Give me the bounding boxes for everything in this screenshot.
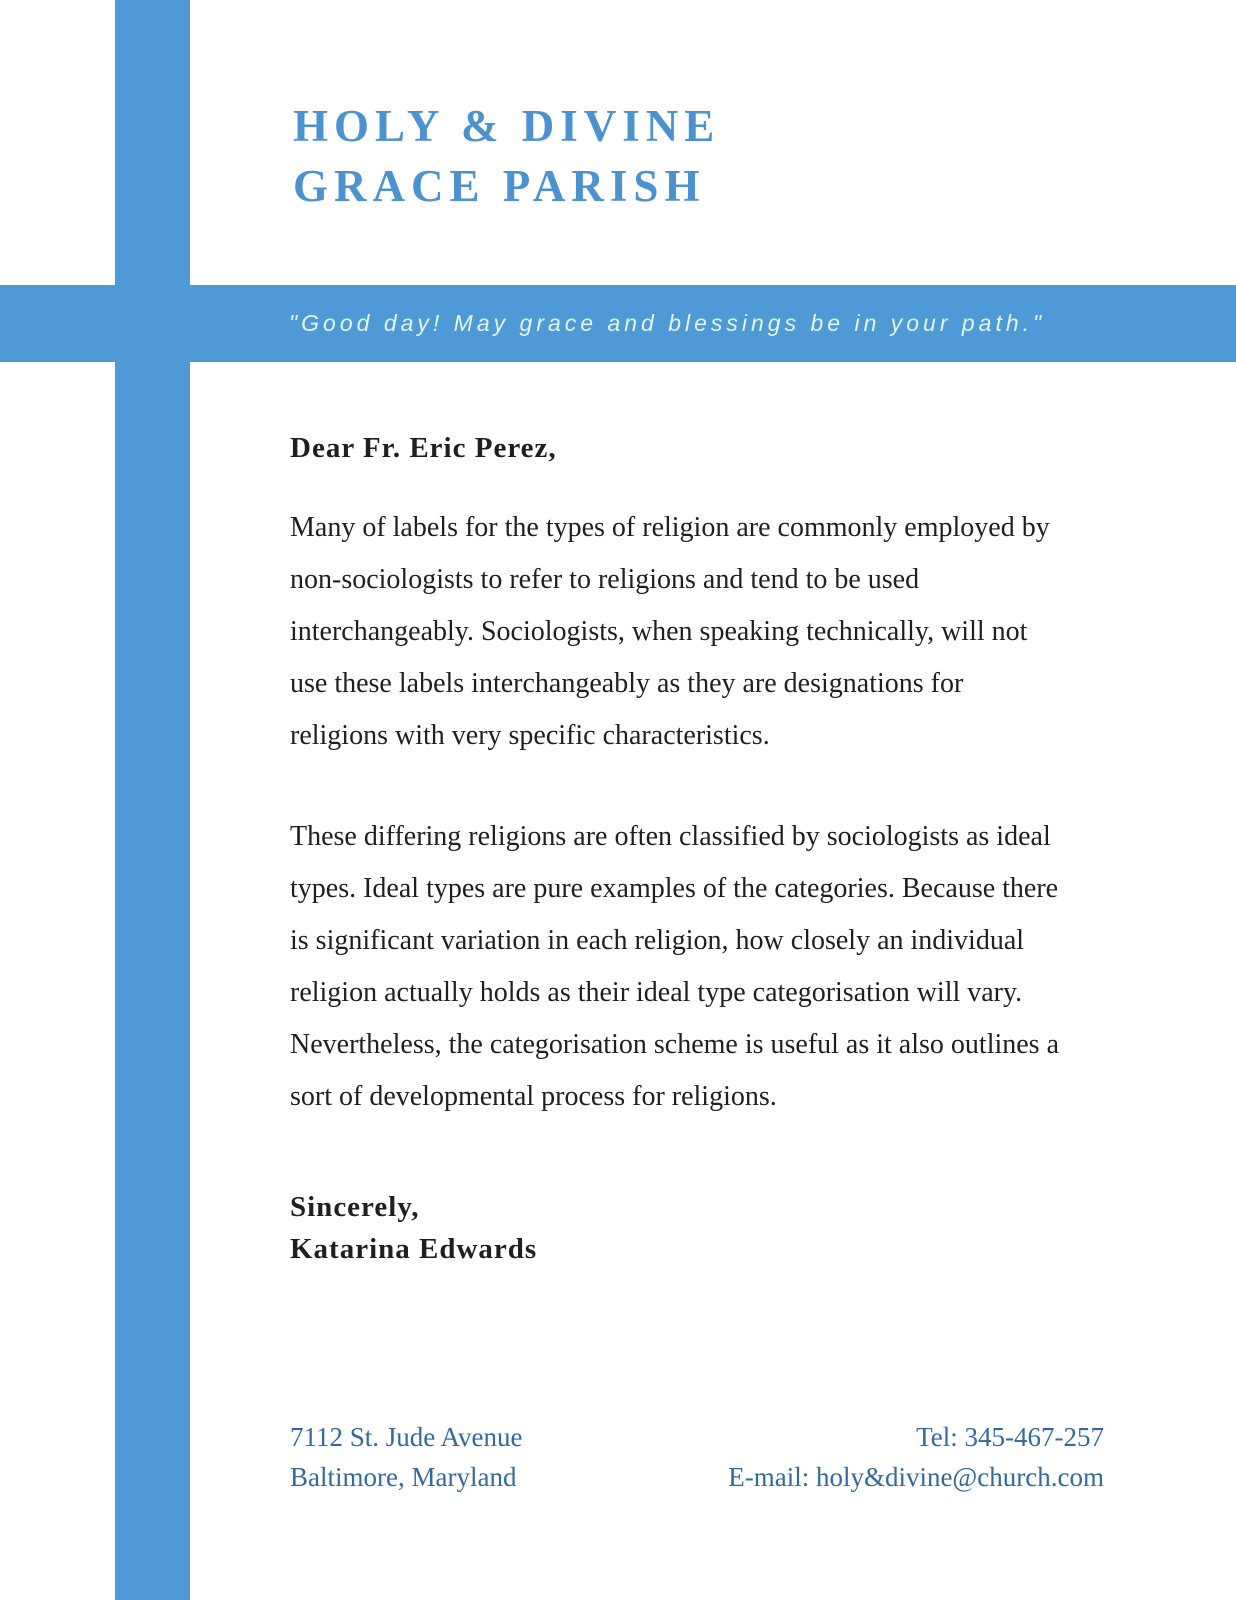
- signature-name: Katarina Edwards: [290, 1233, 538, 1265]
- closing-word: Sincerely,: [290, 1191, 420, 1223]
- footer-address: [290, 1417, 522, 1497]
- quote-band: [0, 285, 1236, 362]
- title-line-1: HOLY & DIVINE: [293, 101, 721, 151]
- salutation: Dear Fr. Eric Perez,: [290, 432, 557, 464]
- footer-contact: [728, 1417, 1104, 1497]
- quote-text: "Good day! May grace and blessings be in your path.": [289, 310, 1046, 336]
- footer-email: E-mail: holy&divine@church.com: [728, 1462, 1104, 1492]
- parish-title: [293, 96, 720, 216]
- paragraph-2: These differing religions are often classified by sociologists as ideal types. Ideal types are pure examples of the categories. Because there is significant variation in each religion, how closely an individual religion actually holds as their ideal type categorisation will vary. Nevertheless, the categorisation scheme is useful as it also outlines a sort of developmental process for religions.: [290, 821, 1060, 1112]
- address-line-1: 7112 St. Jude Avenue: [290, 1422, 523, 1452]
- footer: [290, 1417, 1104, 1497]
- footer-tel: Tel: 345-467-257: [916, 1422, 1104, 1452]
- paragraph-1: Many of labels for the types of religion are commonly employed by non-sociologists to refer to religions and tend to be used interchangeably. Sociologists, when speaking technically, will not use these labels interchangeably as they are designations for religions with very specific characteristics.: [290, 512, 1050, 751]
- cross-vertical-bar: [115, 0, 190, 1600]
- title-line-2: GRACE PARISH: [293, 161, 706, 211]
- address-line-2: Baltimore, Maryland: [290, 1462, 517, 1492]
- closing-block: [290, 1186, 537, 1270]
